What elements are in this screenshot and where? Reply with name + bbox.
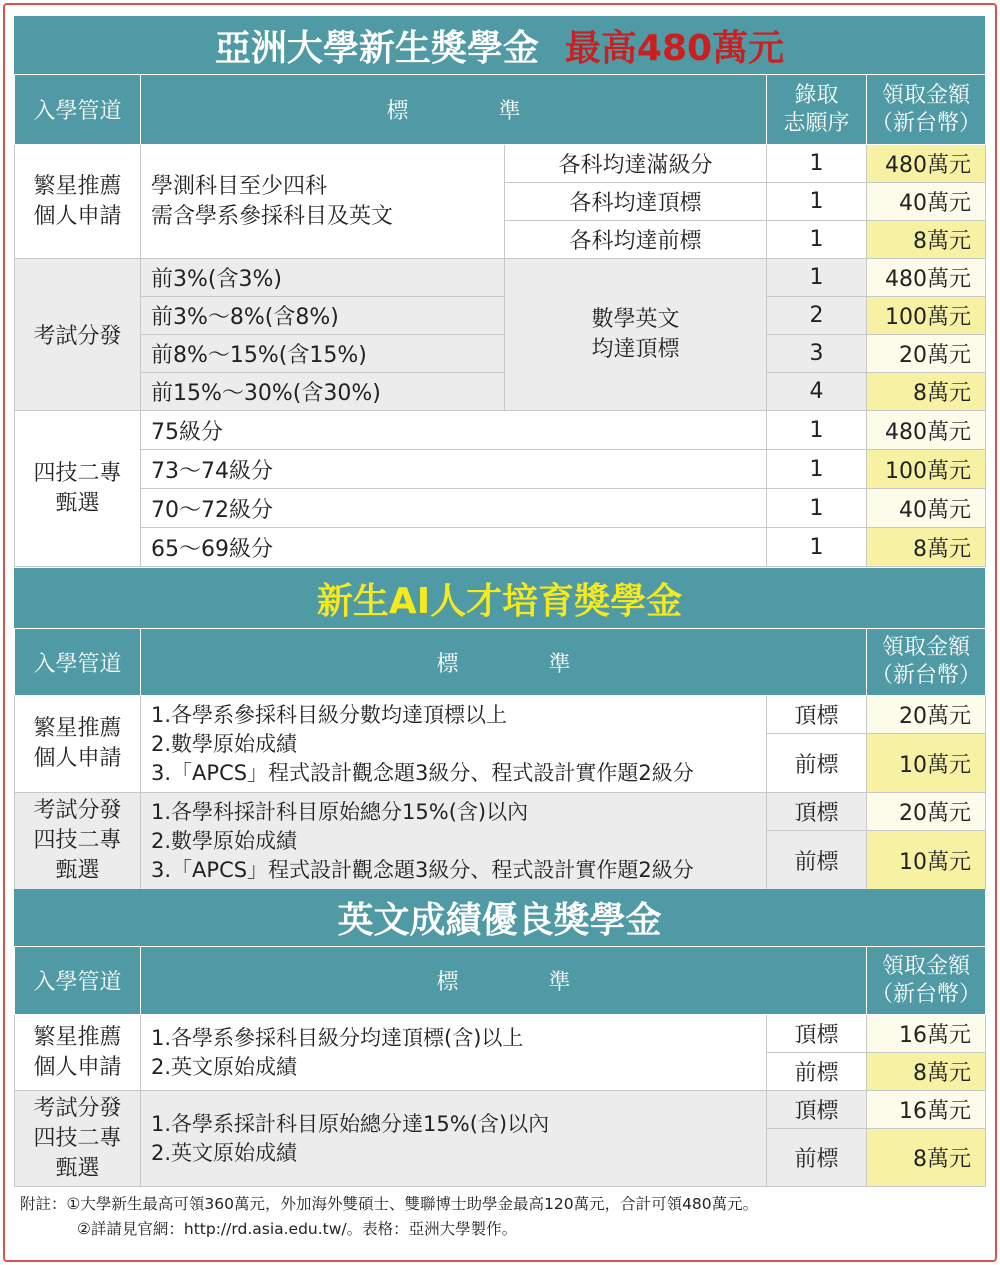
table-header-row xyxy=(15,629,986,696)
header-criteria: 標 準 xyxy=(141,947,867,1015)
level-cell: 頂標 xyxy=(767,696,867,734)
criteria-cell: 數學英文 均達頂標 xyxy=(505,259,767,411)
ai-scholarship-title: 新生AI人才培育獎學金 xyxy=(316,580,683,622)
level-cell: 頂標 xyxy=(767,793,867,831)
header-amount: 領取金額 （新台幣） xyxy=(867,947,986,1015)
criteria-cell: 學測科目至少四科 需含學系參採科目及英文 xyxy=(141,145,505,259)
scholarship-table-3 xyxy=(14,946,986,1187)
table-row xyxy=(15,297,986,335)
amount-cell: 480萬元 xyxy=(867,259,986,297)
rank-cell: 1 xyxy=(767,528,867,567)
amount-cell: 20萬元 xyxy=(867,696,986,734)
table-row xyxy=(15,411,986,450)
amount-cell: 20萬元 xyxy=(867,793,986,831)
criteria-cell: 1.各學科採計科目原始總分15%(含)以內 2.數學原始成績 3.「APCS」程式設計觀念題3級分、程式設計實作題2級分 xyxy=(141,793,767,890)
footnote-2: ②詳請見官網：http://rd.asia.edu.tw/。表格：亞洲大學製作。 xyxy=(77,1220,518,1238)
table-row xyxy=(15,489,986,528)
score-cell: 65～69級分 xyxy=(141,528,767,567)
rank-cell: 1 xyxy=(767,489,867,528)
amount-cell: 40萬元 xyxy=(867,183,986,221)
amount-cell: 8萬元 xyxy=(867,1129,986,1187)
level-cell: 頂標 xyxy=(767,1015,867,1053)
rank-cell: 1 xyxy=(767,411,867,450)
table-row xyxy=(15,1015,986,1053)
header-route: 入學管道 xyxy=(15,629,141,696)
rank-cell: 1 xyxy=(767,145,867,183)
table-header-row xyxy=(15,947,986,1015)
amount-cell: 8萬元 xyxy=(867,221,986,259)
table-row xyxy=(15,145,986,183)
rank-cell: 4 xyxy=(767,373,867,411)
english-scholarship-title: 英文成績優良獎學金 xyxy=(337,900,662,941)
route-cell: 考試分發 四技二專 甄選 xyxy=(15,1091,141,1187)
percentile-cell: 前15%～30%(含30%) xyxy=(141,373,505,411)
footnote-1: 附註：①大學新生最高可領360萬元，外加海外雙碩士、雙聯博士助學金最高120萬元，合計可領480萬元。 xyxy=(20,1195,759,1213)
header-criteria: 標 準 xyxy=(141,75,767,145)
main-title: 亞洲大學新生獎學金 xyxy=(214,27,539,69)
header-rank: 錄取 志願序 xyxy=(767,75,867,145)
table-row xyxy=(15,373,986,411)
scholarship-table-1 xyxy=(14,74,986,567)
criteria-cell: 1.各學系採計科目原始總分達15%(含)以內 2.英文原始成績 xyxy=(141,1091,767,1187)
english-scholarship-banner xyxy=(14,889,985,946)
table-row xyxy=(15,696,986,734)
level-cell: 前標 xyxy=(767,831,867,890)
route-cell: 繁星推薦 個人申請 xyxy=(15,145,141,259)
score-cell: 70～72級分 xyxy=(141,489,767,528)
level-cell: 頂標 xyxy=(767,1091,867,1129)
header-route: 入學管道 xyxy=(15,947,141,1015)
amount-cell: 480萬元 xyxy=(867,145,986,183)
amount-cell: 16萬元 xyxy=(867,1015,986,1053)
header-amount: 領取金額 （新台幣） xyxy=(867,629,986,696)
level-cell: 各科均達前標 xyxy=(505,221,767,259)
rank-cell: 1 xyxy=(767,259,867,297)
route-cell: 四技二專 甄選 xyxy=(15,411,141,567)
amount-cell: 100萬元 xyxy=(867,450,986,489)
criteria-cell: 1.各學系參採科目級分均達頂標(含)以上 2.英文原始成績 xyxy=(141,1015,767,1091)
table-row xyxy=(15,528,986,567)
route-cell: 繁星推薦 個人申請 xyxy=(15,1015,141,1091)
table-header-row xyxy=(15,75,986,145)
scholarship-table-2 xyxy=(14,628,986,890)
level-cell: 各科均達頂標 xyxy=(505,183,767,221)
amount-cell: 8萬元 xyxy=(867,528,986,567)
table-row xyxy=(15,335,986,373)
amount-cell: 16萬元 xyxy=(867,1091,986,1129)
criteria-cell: 1.各學系參採科目級分數均達頂標以上 2.數學原始成績 3.「APCS」程式設計觀念題3級分、程式設計實作題2級分 xyxy=(141,696,767,793)
amount-cell: 10萬元 xyxy=(867,831,986,890)
table-row xyxy=(15,450,986,489)
table-row xyxy=(15,793,986,831)
amount-cell: 480萬元 xyxy=(867,411,986,450)
level-cell: 前標 xyxy=(767,1129,867,1187)
footnotes xyxy=(20,1192,758,1242)
level-cell: 前標 xyxy=(767,734,867,793)
amount-cell: 8萬元 xyxy=(867,373,986,411)
rank-cell: 1 xyxy=(767,183,867,221)
level-cell: 前標 xyxy=(767,1053,867,1091)
amount-cell: 40萬元 xyxy=(867,489,986,528)
percentile-cell: 前3%～8%(含8%) xyxy=(141,297,505,335)
header-amount: 領取金額 （新台幣） xyxy=(867,75,986,145)
percentile-cell: 前3%(含3%) xyxy=(141,259,505,297)
route-cell: 考試分發 四技二專 甄選 xyxy=(15,793,141,890)
score-cell: 73～74級分 xyxy=(141,450,767,489)
ai-scholarship-banner xyxy=(14,568,985,628)
rank-cell: 1 xyxy=(767,221,867,259)
score-cell: 75級分 xyxy=(141,411,767,450)
route-cell: 繁星推薦 個人申請 xyxy=(15,696,141,793)
main-title-highlight: 最高480萬元 xyxy=(564,27,785,69)
main-title-banner xyxy=(14,16,985,74)
rank-cell: 2 xyxy=(767,297,867,335)
percentile-cell: 前8%～15%(含15%) xyxy=(141,335,505,373)
amount-cell: 100萬元 xyxy=(867,297,986,335)
header-criteria: 標 準 xyxy=(141,629,867,696)
table-row xyxy=(15,259,986,297)
route-cell: 考試分發 xyxy=(15,259,141,411)
header-route: 入學管道 xyxy=(15,75,141,145)
amount-cell: 10萬元 xyxy=(867,734,986,793)
amount-cell: 8萬元 xyxy=(867,1053,986,1091)
rank-cell: 3 xyxy=(767,335,867,373)
table-row xyxy=(15,1091,986,1129)
rank-cell: 1 xyxy=(767,450,867,489)
level-cell: 各科均達滿級分 xyxy=(505,145,767,183)
amount-cell: 20萬元 xyxy=(867,335,986,373)
